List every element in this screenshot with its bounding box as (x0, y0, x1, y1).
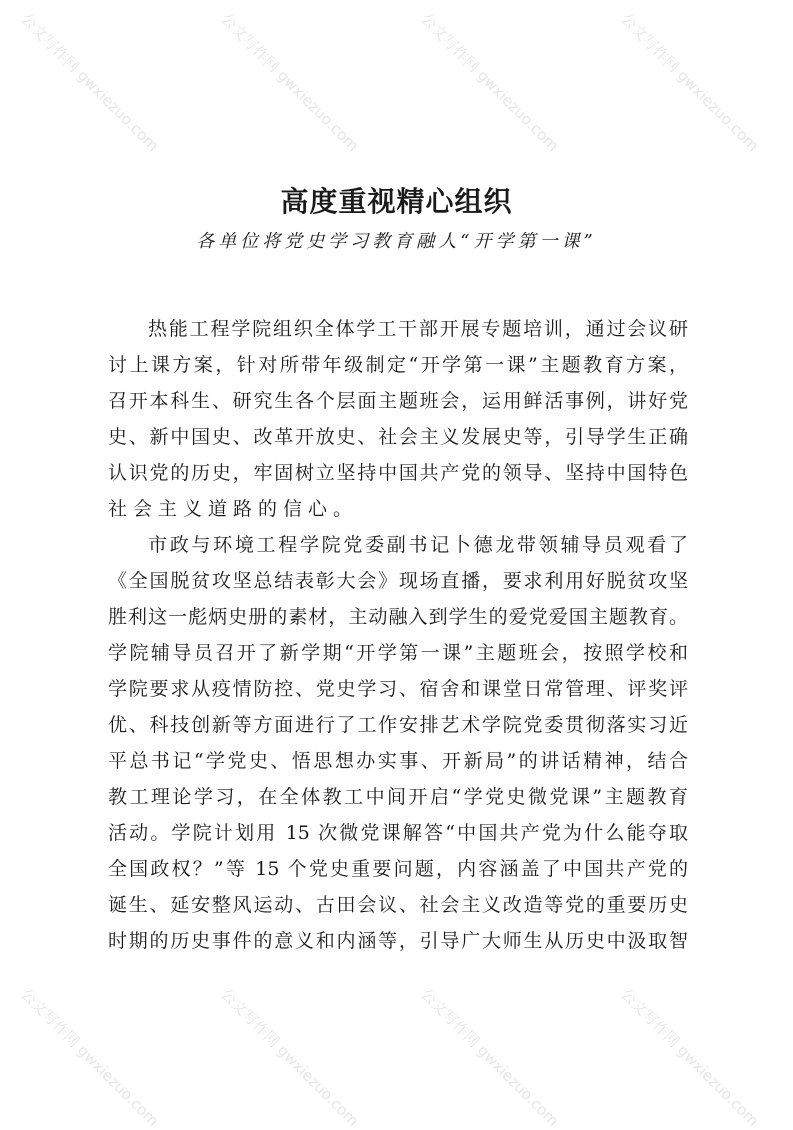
paragraph-line: 讨上课方案，针对所带年级制定“开学第一课”主题教育方案， (108, 354, 688, 376)
document-body (108, 314, 688, 962)
paragraph-line: 时期的历史事件的意义和内涵等，引导广大师生从历史中汲取智 (108, 930, 688, 952)
paragraph-line: 诞生、延安整风运动、古田会议、社会主义改造等党的重要历史 (108, 894, 688, 916)
paragraph-line: 社会主义道路的信心。 (108, 498, 359, 520)
watermark-text: 公文写作网 gwxiezuo.com (17, 10, 163, 155)
watermark-text: 公文写作网 gwxiezuo.com (217, 985, 363, 1130)
paragraph-line: 活动。学院计划用 15 次微党课解答“中国共产党为什么能夺取 (108, 822, 688, 844)
paragraph-line: 平总书记“学党史、悟思想办实事、开新局”的讲话精神，结合 (108, 750, 688, 772)
watermark-text: 公文写作网 gwxiezuo.com (417, 985, 563, 1130)
paragraph-line: 召开本科生、研究生各个层面主题班会，运用鲜活事例，讲好党 (108, 390, 688, 412)
watermark-text: 公文写作网 gwxiezuo.com (617, 10, 763, 155)
watermark-text: 公文写作网 gwxiezuo.com (417, 10, 563, 155)
document-subtitle: 各单位将党史学习教育融人“开学第一课” (196, 231, 597, 252)
paragraph-line: 认识党的历史，牢固树立坚持中国共产党的领导、坚持中国特色 (108, 462, 688, 484)
paragraph-line: 学院要求从疫情防控、党史学习、宿舍和课堂日常管理、评奖评 (108, 678, 688, 700)
paragraph-line: 胜利这一彪炳史册的素材，主动融入到学生的爱党爱国主题教育。 (108, 606, 688, 628)
paragraph-line: 教工理论学习，在全体教工中间开启“学党史微党课”主题教育 (108, 786, 688, 808)
watermark-text: 公文写作网 gwxiezuo.com (217, 10, 363, 155)
paragraph-line: 史、新中国史、改革开放史、社会主义发展史等，引导学生正确 (108, 426, 688, 448)
document-title: 高度重视精心组织 (280, 185, 513, 218)
paragraph-line: 学院辅导员召开了新学期“开学第一课”主题班会，按照学校和 (108, 642, 688, 664)
paragraph-line: 全国政权？”等 15 个党史重要问题，内容涵盖了中国共产党的 (108, 858, 688, 880)
watermark-text: 公文写作网 gwxiezuo.com (617, 985, 763, 1130)
paragraph-line: 《全国脱贫攻坚总结表彰大会》现场直播，要求利用好脱贫攻坚 (108, 570, 688, 592)
paragraph-line: 优、科技创新等方面进行了工作安排艺术学院党委贯彻落实习近 (108, 714, 688, 736)
paragraph-line: 热能工程学院组织全体学工干部开展专题培训，通过会议研 (148, 318, 688, 340)
paragraph-line: 市政与环境工程学院党委副书记卜德龙带领辅导员观看了 (148, 534, 688, 556)
watermark-text: 公文写作网 gwxiezuo.com (17, 985, 163, 1130)
